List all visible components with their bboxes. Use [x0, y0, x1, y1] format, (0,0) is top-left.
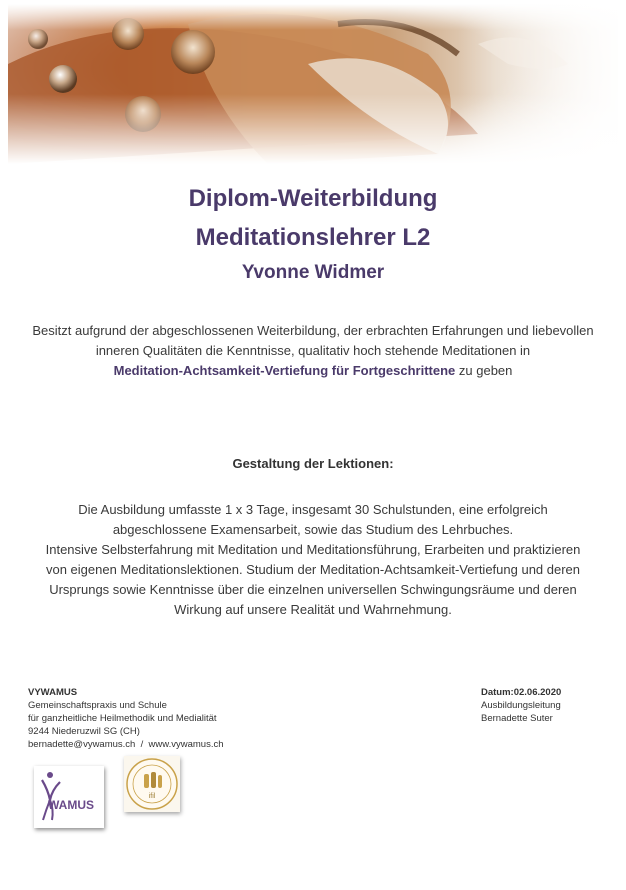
- course-name: Meditation-Achtsamkeit-Vertiefung für Fortgeschrittene: [113, 363, 456, 378]
- intro-text-end: zu geben: [458, 363, 513, 378]
- contact-line: [28, 738, 224, 751]
- recipient-name: Yvonne Widmer: [241, 262, 385, 283]
- seal-text: ifil: [148, 793, 156, 800]
- school-line: für ganzheitliche Heilmethodik und Medialität: [28, 713, 217, 724]
- signer-role: Ausbildungsleitung: [481, 700, 561, 711]
- signature-block: [481, 686, 561, 725]
- email-link[interactable]: bernadette@vywamus.ch: [28, 739, 136, 750]
- banner-photo: [8, 4, 618, 164]
- website-link[interactable]: www.vywamus.ch: [148, 739, 224, 750]
- signer-name: Bernadette Suter: [481, 713, 553, 724]
- school-city: 9244 Niederuzwil SG (CH): [28, 726, 140, 737]
- school-line: Gemeinschaftspraxis und Schule: [28, 700, 167, 711]
- lessons-line: abgeschlossene Examensarbeit, sowie das Studium des Lehrbuches.: [112, 522, 514, 537]
- association-seal: [124, 756, 180, 812]
- lessons-line: Wirkung auf unsere Realität und Wahrnehmung.: [174, 602, 452, 617]
- contact-separator: /: [140, 739, 144, 750]
- diploma-date: Datum:02.06.2020: [481, 687, 562, 698]
- intro-paragraph: [10, 321, 616, 381]
- diploma-subtitle: Meditationslehrer L2: [195, 224, 431, 251]
- lessons-line: von eigenen Meditationslektionen. Studium der Meditation-Achtsamkeit-Vertiefung und deren: [45, 562, 581, 577]
- vywamus-logo-text: WAMUS: [48, 798, 94, 812]
- intro-text-start: Besitzt aufgrund der abgeschlossenen Weiterbildung, der erbrachten Erfahrungen und liebevollen inneren Qualitäten die Kenntnisse, qualitativ hoch stehende Meditationen in: [32, 323, 594, 358]
- lessons-paragraph: [10, 500, 616, 620]
- vywamus-logo: [34, 766, 104, 828]
- association-seal-icon: [124, 756, 180, 812]
- lessons-line: Intensive Selbsterfahrung mit Meditation und Meditationsführung, Erarbeiten und praktizieren: [45, 542, 581, 557]
- school-name: VYWAMUS: [28, 687, 78, 698]
- dancing-figure-icon: [34, 766, 104, 828]
- lessons-line: Ursprungs sowie Kenntnisse über die einzelnen universellen Schwingungsräume und deren: [49, 582, 577, 597]
- lessons-heading: Gestaltung der Lektionen:: [232, 456, 394, 471]
- lessons-line: Die Ausbildung umfasste 1 x 3 Tage, insgesamt 30 Schulstunden, eine erfolgreich: [78, 502, 548, 517]
- school-address: [28, 686, 224, 751]
- diploma-title: Diplom-Weiterbildung: [188, 185, 438, 212]
